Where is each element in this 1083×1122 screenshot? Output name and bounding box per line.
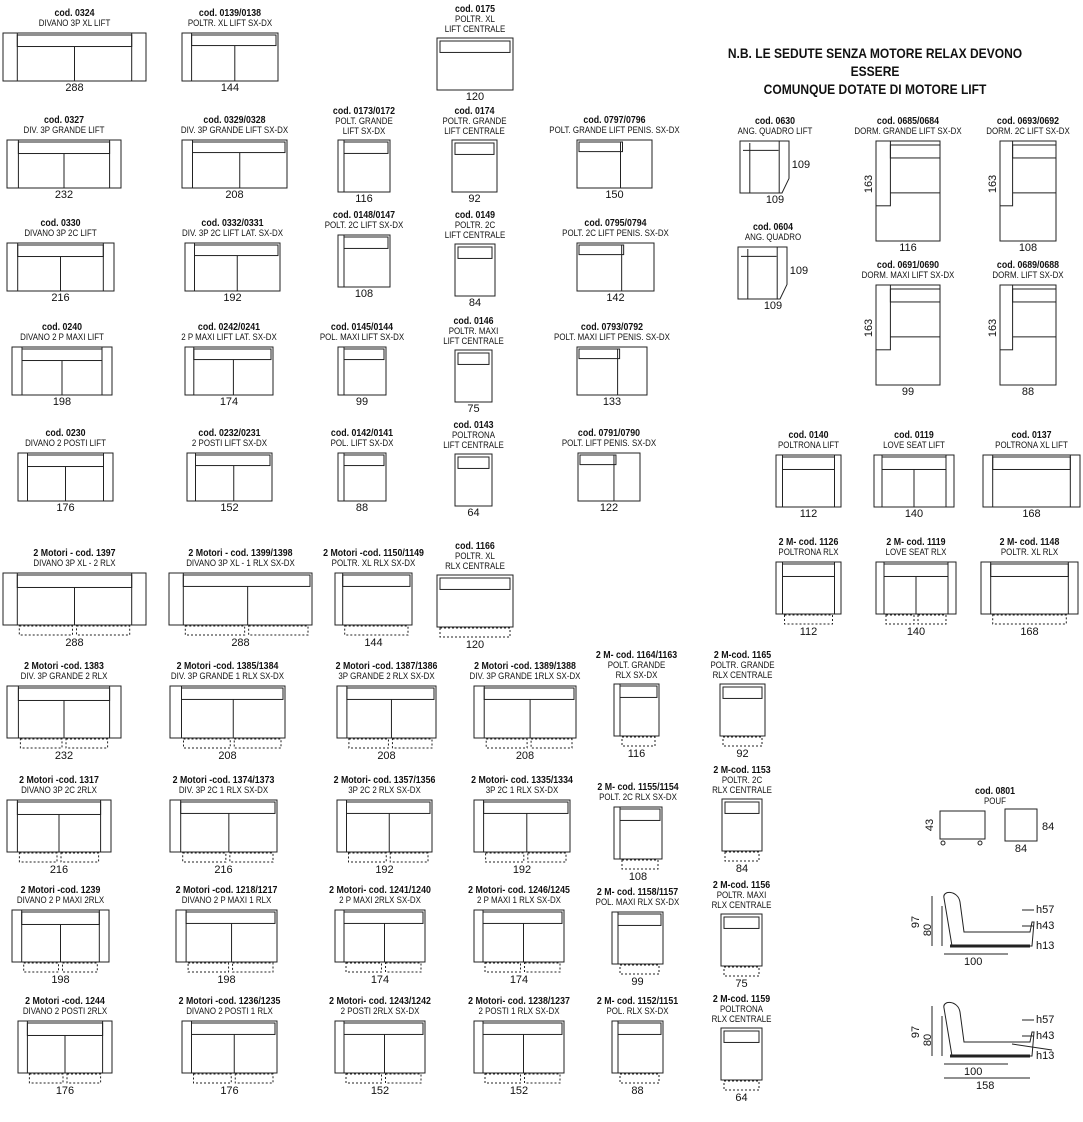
height-dimension: 163: [987, 175, 1000, 194]
product-name: 2 POSTI 2RLX SX-DX: [340, 1006, 420, 1016]
depth-dimension: 84: [1042, 820, 1055, 833]
product-code: cod. 0232/0231: [198, 428, 261, 439]
width-dimension: 88: [355, 501, 369, 514]
product-code: 2 Motori -cod. 1239: [20, 885, 101, 896]
product-name: DIV. 3P GRANDE LIFT SX-DX: [180, 125, 289, 135]
product-drawing: [18, 453, 113, 497]
product-name: POLT. GRANDE LIFT SX-DX: [335, 116, 393, 136]
product-name: 2 P MAXI 2RLX SX-DX: [339, 895, 421, 905]
product-name: POL. MAXI LIFT SX-DX: [319, 332, 405, 342]
product-name: 2 P MAXI 1 RLX SX-DX: [477, 895, 561, 905]
width-dimension: 92: [736, 748, 749, 760]
product-drawing: [187, 453, 272, 497]
product-code: cod. 0145/0144: [330, 322, 394, 333]
seat-height-label: 80: [922, 1033, 935, 1047]
product-name: POLT. 2C LIFT SX-DX: [324, 220, 404, 230]
product-drawing: [452, 140, 497, 192]
product-code: cod. 0327: [43, 115, 85, 126]
product-name: POLTRONA RLX CENTRALE: [711, 1004, 772, 1024]
product-code: cod. 0329/0328: [203, 115, 266, 126]
product-drawing: [338, 347, 386, 391]
side-view: [912, 888, 1062, 988]
depth-dimension: 109: [791, 158, 811, 171]
product-drawing: [993, 141, 1063, 243]
note-line-1: N.B. LE SEDUTE SENZA MOTORE RELAX DEVONO ESSERE: [727, 45, 1023, 79]
product-drawing: [338, 235, 390, 287]
product-code: 2 Motori -cod. 1236/1235: [178, 996, 281, 1007]
depth-dimension: 109: [789, 264, 809, 277]
product-name: DIVANO 3P XL - 2 RLX: [33, 558, 116, 568]
product-drawing: [437, 575, 513, 671]
product-name: LOVE SEAT LIFT: [883, 440, 945, 450]
product-code: cod. 0630: [754, 116, 796, 127]
product-code: cod. 0174: [454, 106, 495, 117]
product-name: DIV. 3P GRANDE LIFT: [23, 125, 105, 135]
product-code: cod. 0604: [752, 222, 794, 233]
product-name: POLTR. XL LIFT CENTRALE: [444, 14, 506, 34]
width-dimension: 133: [602, 395, 622, 408]
product-drawing: [18, 1021, 112, 1113]
width-dimension: 140: [906, 625, 926, 638]
height-57-label: h57: [1036, 1014, 1055, 1026]
product-code: cod. 1166: [455, 541, 495, 552]
product-name: 2 P MAXI LIFT LAT. SX-DX: [181, 332, 277, 342]
product-name: DIVANO 2 POSTI 2RLX: [22, 1006, 108, 1016]
height-dimension: 163: [863, 319, 876, 338]
product-name: POLTR. GRANDE RLX CENTRALE: [710, 660, 775, 680]
width-dimension: 152: [220, 501, 239, 514]
product-drawing: [868, 285, 948, 387]
product-name: POLT. GRANDE LIFT PENIS. SX-DX: [549, 125, 680, 135]
width-dimension: 99: [631, 975, 644, 988]
height-13-label: h13: [1036, 940, 1055, 952]
width-dimension: 120: [465, 639, 485, 651]
width-dimension: 152: [370, 1084, 390, 1097]
product-name: DIV. 3P 2C 1 RLX SX-DX: [178, 785, 269, 795]
product-code: cod. 0175: [454, 4, 496, 15]
side-view: [912, 998, 1062, 1098]
width-dimension: 108: [628, 870, 648, 883]
product-name: POLTR. XL RLX SX-DX: [331, 558, 416, 568]
width-dimension: 116: [355, 193, 373, 205]
product-code: cod. 0140: [788, 430, 829, 441]
width-dimension: 108: [1018, 241, 1038, 254]
product-code: cod. 0240: [41, 322, 83, 333]
product-name: POLTR. MAXI RLX CENTRALE: [711, 890, 772, 910]
product-code: 2 Motori- cod. 1243/1242: [329, 996, 431, 1007]
product-code: cod. 0119: [894, 430, 934, 441]
product-drawing: [455, 454, 492, 508]
width-dimension: 112: [799, 625, 818, 638]
product-name: POLTR. XL RLX CENTRALE: [445, 551, 505, 571]
product-code: 2 Motori -cod. 1150/1149: [323, 548, 424, 559]
product-code: cod. 0332/0331: [201, 218, 264, 229]
product-code: cod. 0230: [45, 428, 86, 439]
product-name: DIVANO 2 POSTI LIFT: [25, 438, 106, 448]
product-code: cod. 0139/0138: [198, 8, 262, 19]
width-dimension: 92: [468, 193, 481, 205]
product-name: DIV. 3P 2C LIFT LAT. SX-DX: [182, 228, 283, 238]
product-name: DIV. 3P GRANDE 2 RLX: [20, 671, 108, 681]
total-height-label: 97: [910, 1025, 923, 1039]
width-dimension: 88: [1021, 385, 1035, 398]
product-name: DIVANO 3P XL LIFT: [38, 18, 111, 28]
width-dimension: 116: [627, 748, 646, 760]
product-code: 2 Motori -cod. 1218/1217: [175, 885, 278, 896]
product-name: 2 POSTI 1 RLX SX-DX: [478, 1006, 560, 1016]
product-drawing: [12, 347, 112, 391]
product-code: 2 Motori - cod. 1399/1398: [188, 548, 293, 559]
width-dimension: 216: [49, 863, 69, 876]
width-dimension: 168: [1022, 507, 1041, 520]
width-dimension: 64: [735, 1092, 748, 1104]
product-name: 3P 2C 1 RLX SX-DX: [485, 785, 559, 795]
width-dimension: 288: [65, 636, 84, 649]
height-dimension: 43: [924, 818, 937, 831]
width-dimension: 116: [899, 241, 917, 254]
product-name: POLTRONA LIFT CENTRALE: [443, 430, 504, 450]
width-dimension: 288: [65, 81, 84, 94]
product-code: cod. 0693/0692: [996, 116, 1060, 127]
product-code: 2 M-cod. 1159: [712, 994, 771, 1005]
product-code: cod. 0146: [453, 316, 494, 327]
depth-label: 100: [964, 1066, 983, 1078]
product-name: POLT. 2C RLX SX-DX: [599, 792, 677, 802]
width-dimension: 168: [1020, 625, 1039, 638]
width-dimension: 192: [375, 863, 394, 876]
height-43-label: h43: [1036, 920, 1055, 932]
product-name: POLTRONA LIFT: [777, 440, 840, 450]
product-code: 2 Motori- cod. 1238/1237: [468, 996, 570, 1007]
product-code: 2 Motori - cod. 1397: [33, 548, 116, 559]
product-name: POLT. GRANDE RLX SX-DX: [607, 660, 666, 680]
depth-label: 100: [964, 956, 983, 968]
product-name: ANG. QUADRO: [744, 232, 802, 242]
width-dimension: 216: [214, 863, 233, 876]
width-dimension: 142: [606, 291, 625, 304]
product-code: cod. 0689/0688: [996, 260, 1060, 271]
product-code: 2 M- cod. 1158/1157: [596, 887, 679, 898]
product-code: cod. 0148/0147: [332, 210, 396, 221]
width-dimension: 144: [220, 81, 240, 94]
product-name: POL. LIFT SX-DX: [330, 438, 394, 448]
width-dimension: 208: [218, 749, 237, 762]
width-dimension: 108: [354, 287, 374, 300]
width-dimension: 84: [1014, 842, 1028, 855]
product-name: POLTR. XL LIFT SX-DX: [187, 18, 273, 28]
product-code: cod. 0149: [454, 210, 496, 221]
product-name: ANG. QUADRO LIFT: [737, 126, 813, 136]
product-code: cod. 0685/0684: [876, 116, 940, 127]
product-code: cod. 0137: [1011, 430, 1052, 441]
product-drawing: [612, 1021, 663, 1113]
side-view-drawing: [912, 888, 1062, 988]
product-drawing: [868, 141, 948, 243]
product-code: 2 M- cod. 1126: [778, 537, 839, 548]
height-13-label: h13: [1036, 1050, 1055, 1062]
product-name: POLTR. MAXI LIFT CENTRALE: [443, 326, 504, 346]
product-name: POLT. 2C LIFT PENIS. SX-DX: [562, 228, 669, 238]
product-code: cod. 0330: [40, 218, 81, 229]
product-code: 2 Motori -cod. 1383: [24, 661, 104, 672]
product-drawing: [182, 33, 278, 77]
product-drawing: [7, 243, 114, 287]
width-dimension: 176: [56, 501, 75, 514]
product-code: cod. 0142/0141: [330, 428, 394, 439]
product-code: 2 M-cod. 1156: [712, 880, 771, 891]
width-dimension: 88: [631, 1084, 644, 1097]
note-text: [707, 44, 1042, 98]
product-drawing: [338, 140, 390, 192]
product-drawing: [577, 243, 654, 287]
product-name: DIV. 3P GRANDE 1RLX SX-DX: [469, 671, 581, 681]
width-dimension: 109: [765, 193, 785, 206]
product-name: 2 POSTI LIFT SX-DX: [191, 438, 268, 448]
width-dimension: 208: [377, 749, 396, 762]
product-code: 2 Motori -cod. 1317: [19, 775, 99, 786]
width-dimension: 75: [467, 403, 480, 415]
total-height-label: 97: [910, 915, 923, 929]
product-code: cod. 0801: [974, 786, 1016, 797]
product-code: cod. 0797/0796: [583, 115, 646, 126]
product-drawing: [335, 1021, 425, 1113]
product-drawing: [721, 1028, 762, 1122]
product-name: POLTRONA XL LIFT: [995, 440, 1068, 450]
width-dimension: 176: [220, 1084, 239, 1097]
product-name: POLTRONA RLX: [778, 547, 839, 557]
product-drawing: [185, 243, 280, 287]
product-drawing: [3, 33, 146, 77]
width-dimension: 122: [599, 501, 619, 514]
product-name: POLTR. 2C RLX CENTRALE: [712, 775, 772, 795]
product-drawing: [338, 453, 386, 497]
width-dimension: 84: [735, 863, 749, 875]
note-line-2: COMUNQUE DOTATE DI MOTORE LIFT: [763, 81, 987, 97]
product-name: DIVANO 2 POSTI 1 RLX: [186, 1006, 273, 1016]
product-name: DIVANO 3P XL - 1 RLX SX-DX: [186, 558, 295, 568]
product-drawing: [437, 38, 513, 90]
product-name: 3P GRANDE 2 RLX SX-DX: [338, 671, 435, 681]
product-name: DIVANO 2 P MAXI 1 RLX: [181, 895, 272, 905]
product-name: POLTR. GRANDE LIFT CENTRALE: [442, 116, 507, 136]
width-dimension: 152: [509, 1084, 529, 1097]
product-code: 2 M- cod. 1164/1163: [595, 650, 678, 661]
product-code: cod. 0791/0790: [577, 428, 641, 439]
product-code: 2 Motori -cod. 1387/1386: [335, 661, 438, 672]
width-dimension: 232: [54, 749, 74, 762]
width-dimension: 198: [52, 395, 72, 408]
width-dimension: 174: [219, 395, 239, 408]
product-code: 2 Motori -cod. 1374/1373: [172, 775, 275, 786]
width-dimension: 198: [217, 973, 236, 986]
product-code: cod. 0173/0172: [332, 106, 396, 117]
product-name: POUF: [983, 796, 1006, 806]
height-dimension: 163: [987, 319, 1000, 338]
product-code: 2 Motori- cod. 1357/1356: [333, 775, 436, 786]
product-code: 2 M-cod. 1165: [713, 650, 772, 661]
width-dimension: 192: [223, 291, 242, 304]
product-name: DORM. GRANDE LIFT SX-DX: [854, 126, 962, 136]
product-code: 2 Motori- cod. 1241/1240: [329, 885, 431, 896]
product-code: cod. 0691/0690: [876, 260, 940, 271]
product-name: DORM. LIFT SX-DX: [992, 270, 1064, 280]
product-drawing: [185, 347, 273, 391]
width-dimension: 192: [512, 863, 532, 876]
product-name: POLT. LIFT PENIS. SX-DX: [561, 438, 657, 448]
product-code: 2 M- cod. 1119: [886, 537, 946, 548]
product-name: DORM. 2C LIFT SX-DX: [986, 126, 1070, 136]
product-drawing: [182, 140, 287, 184]
seat-height-label: 80: [922, 923, 935, 937]
product-code: 2 M- cod. 1148: [999, 537, 1060, 548]
width-dimension: 208: [515, 749, 535, 762]
open-depth-label: 158: [976, 1080, 995, 1092]
product-name: POLTR. 2C LIFT CENTRALE: [444, 220, 506, 240]
product-name: DIVANO 2 P MAXI LIFT: [20, 332, 104, 342]
product-code: 2 Motori -cod. 1385/1384: [176, 661, 279, 672]
product-code: cod. 0143: [453, 420, 494, 431]
width-dimension: 198: [51, 973, 70, 986]
product-name: POLTR. XL RLX: [1000, 547, 1059, 557]
product-name: DIVANO 3P 2C 2RLX: [21, 785, 97, 795]
height-43-label: h43: [1036, 1030, 1055, 1042]
product-name: POL. RLX SX-DX: [606, 1006, 669, 1016]
product-name: DORM. MAXI LIFT SX-DX: [861, 270, 955, 280]
width-dimension: 150: [605, 188, 624, 201]
width-dimension: 120: [465, 91, 485, 103]
product-code: cod. 0793/0792: [580, 322, 644, 333]
product-drawing: [578, 453, 640, 497]
product-code: 2 M-cod. 1153: [713, 765, 771, 776]
product-name: DIVANO 3P 2C LIFT: [24, 228, 97, 238]
width-dimension: 109: [763, 299, 783, 312]
width-dimension: 99: [355, 395, 369, 408]
width-dimension: 208: [225, 188, 244, 201]
width-dimension: 176: [55, 1084, 75, 1097]
product-code: 2 Motori -cod. 1244: [25, 996, 105, 1007]
width-dimension: 174: [370, 973, 390, 986]
product-code: 2 Motori- cod. 1246/1245: [468, 885, 570, 896]
product-name: POL. MAXI RLX SX-DX: [595, 897, 680, 907]
product-code: 2 Motori- cod. 1335/1334: [471, 775, 573, 786]
width-dimension: 144: [364, 636, 383, 649]
product-name: DIV. 3P GRANDE 1 RLX SX-DX: [170, 671, 285, 681]
width-dimension: 99: [901, 385, 915, 398]
product-name: DIVANO 2 P MAXI 2RLX: [16, 895, 105, 905]
product-drawing: [577, 140, 652, 184]
product-drawing: [182, 1021, 277, 1113]
product-drawing: [474, 1021, 564, 1113]
width-dimension: 64: [467, 507, 480, 519]
product-name: 3P 2C 2 RLX SX-DX: [348, 785, 421, 795]
width-dimension: 216: [51, 291, 70, 304]
width-dimension: 140: [904, 507, 924, 520]
product-drawing: [7, 140, 121, 184]
product-drawing: [993, 285, 1063, 387]
height-dimension: 163: [863, 175, 876, 194]
width-dimension: 232: [54, 188, 74, 201]
width-dimension: 174: [509, 973, 529, 986]
product-name: LOVE SEAT RLX: [885, 547, 947, 557]
product-drawing: [455, 350, 492, 400]
product-code: cod. 0324: [54, 8, 95, 19]
product-drawing: [722, 799, 762, 893]
product-code: cod. 0242/0241: [197, 322, 261, 333]
product-name: POLT. MAXI LIFT PENIS. SX-DX: [554, 332, 670, 342]
width-dimension: 75: [735, 978, 748, 990]
product-code: 2 Motori -cod. 1389/1388: [474, 661, 576, 672]
width-dimension: 288: [231, 636, 250, 649]
height-57-label: h57: [1036, 904, 1055, 916]
width-dimension: 112: [799, 507, 818, 520]
product-code: 2 M- cod. 1155/1154: [597, 782, 679, 793]
width-dimension: 84: [468, 297, 482, 309]
product-drawing: [614, 684, 659, 779]
product-code: 2 M- cod. 1152/1151: [596, 996, 679, 1007]
product-drawing: [577, 347, 647, 391]
product-drawing: [455, 244, 495, 296]
product-code: cod. 0795/0794: [584, 218, 647, 229]
